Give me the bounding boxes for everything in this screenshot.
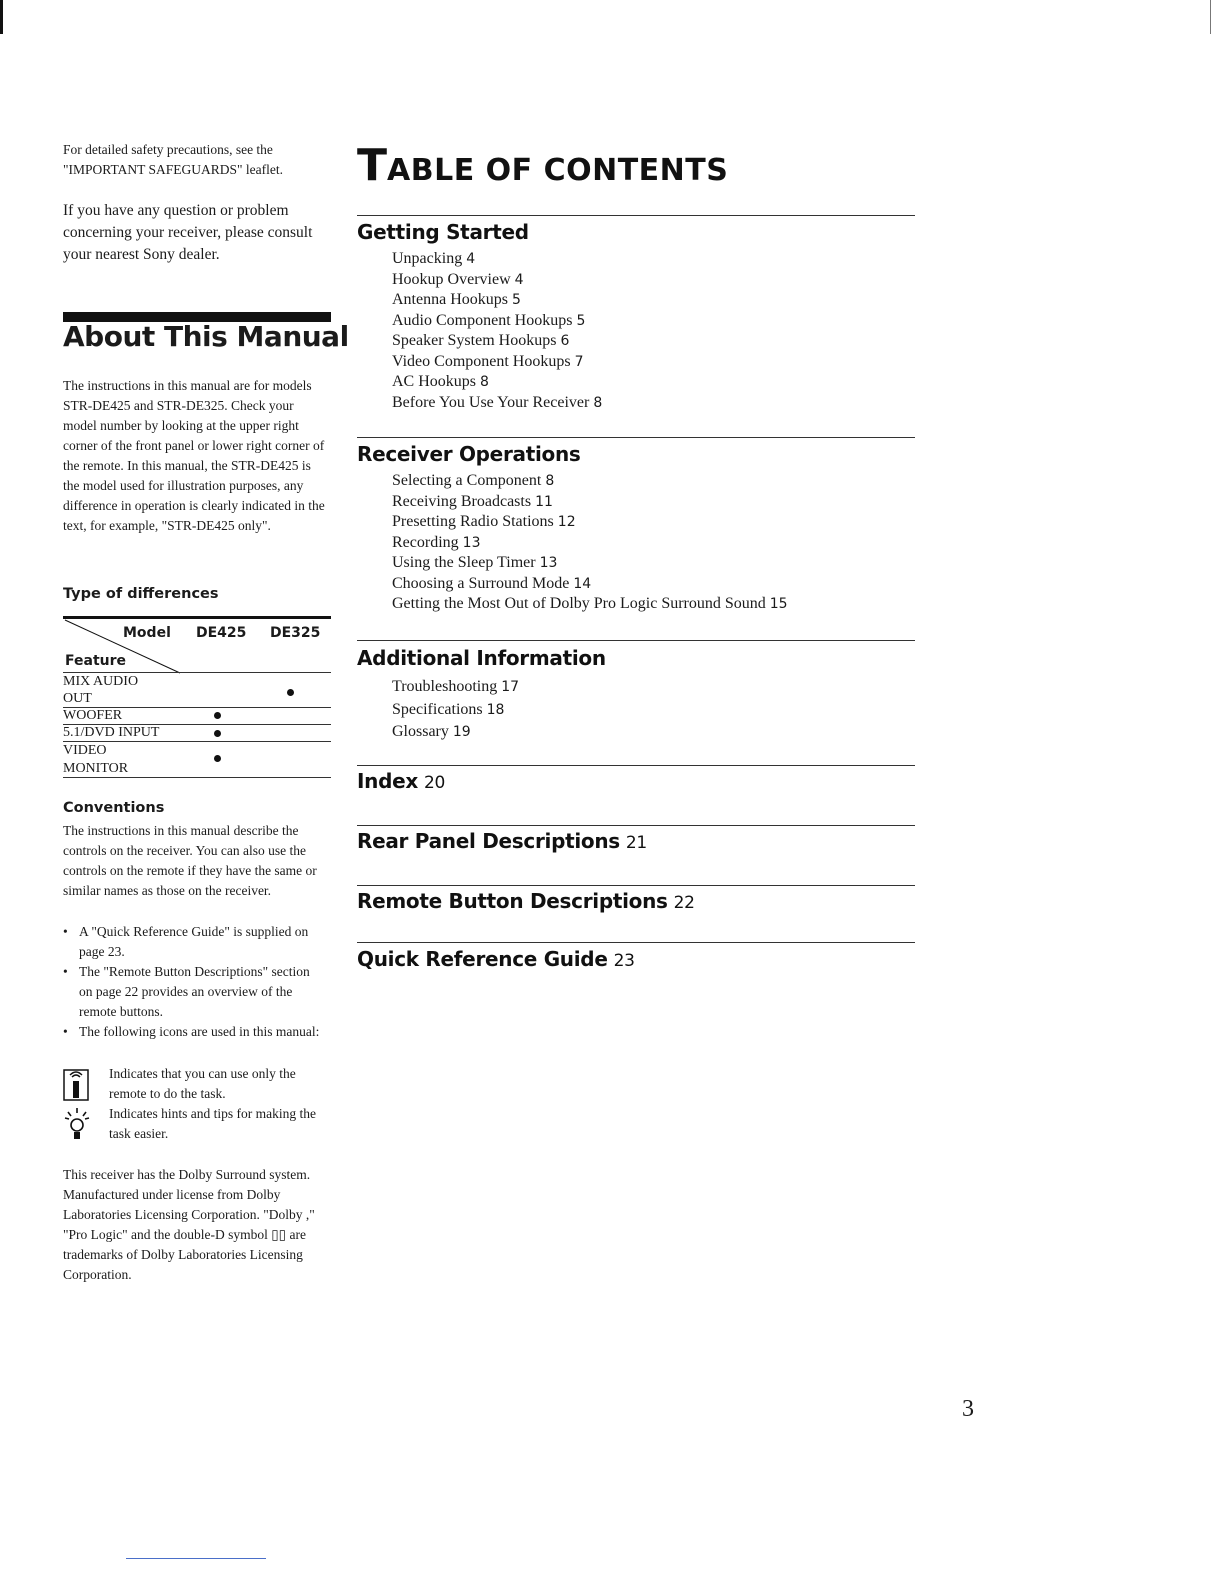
toc-item-label: Choosing a Surround Mode xyxy=(392,574,570,592)
toc-item-page: 19 xyxy=(452,724,471,740)
about-title: About This Manual xyxy=(63,320,349,353)
table-row xyxy=(63,673,331,708)
conventions-text: The instructions in this manual describe the controls on the receiver. You can also use the controls on the remote if they have the same or similar names as those on the receiver. xyxy=(63,823,317,898)
table-row xyxy=(63,708,331,725)
check-dot xyxy=(214,712,221,719)
toc-item-label: Unpacking xyxy=(392,250,463,267)
toc-item-label: Video Component Hookups xyxy=(392,352,571,370)
page-number: 3 xyxy=(962,1396,974,1422)
toc-item[interactable] xyxy=(392,290,602,311)
toc-item-page: 8 xyxy=(545,473,555,489)
toc-section-heading[interactable]: Getting Started xyxy=(357,220,529,244)
toc-item[interactable] xyxy=(392,512,788,533)
feature-name: WOOFER xyxy=(63,708,123,723)
toc-item[interactable] xyxy=(392,699,519,722)
toc-item[interactable] xyxy=(392,471,788,492)
toc-item-page: 15 xyxy=(769,596,788,612)
safety-note: For detailed safety precautions, see the "IMPORTANT SAFEGUARDS" leaflet. xyxy=(63,142,284,177)
check-dot xyxy=(214,730,221,737)
toc-item[interactable] xyxy=(392,393,602,414)
section-rule xyxy=(357,437,915,438)
feature-name-line2: MONITOR xyxy=(63,761,129,776)
bottom-rule xyxy=(126,1558,266,1559)
toc-item[interactable] xyxy=(392,533,788,554)
conventions-heading: Conventions xyxy=(63,800,165,816)
list-item: • The following icons are used in this manual: xyxy=(63,1022,325,1042)
toc-item[interactable] xyxy=(392,594,788,615)
toc-heading-page: 22 xyxy=(673,893,695,913)
toc-item-page: 18 xyxy=(486,701,505,718)
toc-item-page: 7 xyxy=(574,353,584,370)
toc-section-heading[interactable] xyxy=(357,769,445,793)
toc-item[interactable] xyxy=(392,311,602,332)
toc-item[interactable] xyxy=(392,270,602,291)
toc-item-page: 11 xyxy=(535,493,553,510)
toc-item[interactable] xyxy=(392,372,602,393)
remote-icon xyxy=(63,1066,93,1102)
toc-item[interactable] xyxy=(392,574,788,595)
toc-item-page: 4 xyxy=(466,251,476,267)
toc-item-label: Audio Component Hookups xyxy=(392,311,573,329)
toc-heading-label: Quick Reference Guide xyxy=(357,947,608,971)
crop-mark-right xyxy=(1210,0,1211,34)
toc-item-page: 12 xyxy=(557,514,576,530)
toc-heading-page: 20 xyxy=(423,773,446,793)
dolby-line: This receiver has the Dolby Surround system. xyxy=(63,1167,311,1182)
toc-item-page: 6 xyxy=(560,333,570,349)
feature-name: 5.1/DVD INPUT xyxy=(63,725,160,740)
toc-item-label: Specifications xyxy=(392,700,483,718)
icon-description: Indicates hints and tips for making the task easier. xyxy=(109,1106,316,1141)
toc-item-page: 8 xyxy=(480,374,489,390)
about-text: The instructions in this manual are for models STR-DE425 and STR-DE325. Check your model number by looking at the upper right corner of the front panel or lower right corner of the remote. In this manual, the STR-DE425 is the model used for illustration purposes, any difference in operation is clearly indicated in the text, for example, "STR-DE425 only". xyxy=(63,378,325,533)
section-rule xyxy=(357,765,915,766)
toc-heading-label: Rear Panel Descriptions xyxy=(357,829,620,853)
question-note: If you have any question or problem concerning your receiver, please consult your nearest Sony dealer. xyxy=(63,202,313,263)
toc-item-label: Antenna Hookups xyxy=(392,291,508,308)
toc-title xyxy=(357,140,728,191)
icon-description: Indicates that you can use only the remote to do the task. xyxy=(109,1066,296,1101)
model-header: Model xyxy=(123,625,171,641)
toc-section-heading[interactable]: Additional Information xyxy=(357,646,606,670)
toc-item[interactable] xyxy=(392,676,519,699)
toc-section-heading[interactable] xyxy=(357,829,647,853)
toc-item[interactable] xyxy=(392,721,519,744)
conventions-list xyxy=(63,922,325,1042)
toc-item-label: Selecting a Component xyxy=(392,472,542,489)
toc-item-label: Recording xyxy=(392,533,459,551)
toc-item-label: Using the Sleep Timer xyxy=(392,554,536,571)
toc-item[interactable] xyxy=(392,249,602,270)
feature-name: VIDEO xyxy=(63,743,107,758)
toc-heading-label: Index xyxy=(357,769,418,793)
toc-heading-label: Remote Button Descriptions xyxy=(357,889,668,913)
toc-item-page: 5 xyxy=(576,312,586,329)
toc-item-label: Glossary xyxy=(392,723,449,740)
toc-item-label: AC Hookups xyxy=(392,373,477,390)
toc-item-page: 13 xyxy=(462,534,481,551)
toc-item-page: 13 xyxy=(539,555,558,571)
section-rule xyxy=(357,640,915,641)
toc-item-label: Troubleshooting xyxy=(392,678,498,695)
toc-section-list xyxy=(392,676,519,744)
toc-title-initial: T xyxy=(357,140,388,191)
toc-heading-page: 21 xyxy=(625,833,647,853)
differences-heading: Type of differences xyxy=(63,586,219,602)
table-row xyxy=(63,742,331,778)
section-rule xyxy=(357,885,915,886)
col-de325-header: DE325 xyxy=(270,625,321,641)
section-rule xyxy=(357,215,915,216)
toc-item-page: 8 xyxy=(593,394,603,411)
feature-name: MIX AUDIO xyxy=(63,674,139,689)
toc-item-page: 4 xyxy=(514,271,524,288)
toc-item[interactable] xyxy=(392,352,602,373)
crop-mark xyxy=(0,0,3,34)
section-rule xyxy=(357,942,915,943)
lightbulb-icon xyxy=(63,1106,93,1142)
toc-item[interactable] xyxy=(392,331,602,352)
table-row xyxy=(63,725,331,742)
toc-heading-page: 23 xyxy=(613,951,635,971)
toc-title-rest: ABLE OF CONTENTS xyxy=(387,153,729,188)
section-rule xyxy=(357,825,915,826)
check-dot xyxy=(287,689,294,696)
toc-section-heading[interactable] xyxy=(357,947,635,971)
feature-header: Feature xyxy=(65,653,126,669)
check-dot xyxy=(214,755,221,762)
toc-section-list xyxy=(392,471,788,615)
toc-item-label: Hookup Overview xyxy=(392,270,511,288)
toc-section-list xyxy=(392,249,602,413)
dolby-notice xyxy=(63,1165,333,1285)
toc-item-page: 5 xyxy=(511,292,521,308)
toc-section-heading[interactable]: Receiver Operations xyxy=(357,442,581,466)
toc-item-label: Presetting Radio Stations xyxy=(392,513,554,530)
list-item: • The "Remote Button Descriptions" section on page 22 provides an overview of the remote buttons. xyxy=(63,962,325,1022)
toc-item-label: Speaker System Hookups xyxy=(392,332,557,349)
toc-item-label: Receiving Broadcasts xyxy=(392,492,532,510)
toc-item-label: Getting the Most Out of Dolby Pro Logic Surround Sound xyxy=(392,595,766,612)
list-item: • A "Quick Reference Guide" is supplied on page 23. xyxy=(63,922,325,962)
col-de425-header: DE425 xyxy=(196,625,247,641)
toc-section-heading[interactable] xyxy=(357,889,695,913)
toc-item-page: 14 xyxy=(573,575,592,592)
dolby-trademark: Manufactured under license from Dolby Laboratories Licensing Corporation. "Dolby ," "Pro Logic" and the double-D symbol ▯▯ are trademarks of Dolby Laboratories Licensing Corporation. xyxy=(63,1187,315,1282)
toc-item-label: Before You Use Your Receiver xyxy=(392,393,590,411)
toc-item[interactable] xyxy=(392,492,788,513)
toc-item[interactable] xyxy=(392,553,788,574)
toc-item-page: 17 xyxy=(501,679,520,695)
feature-name-line2: OUT xyxy=(63,691,92,706)
